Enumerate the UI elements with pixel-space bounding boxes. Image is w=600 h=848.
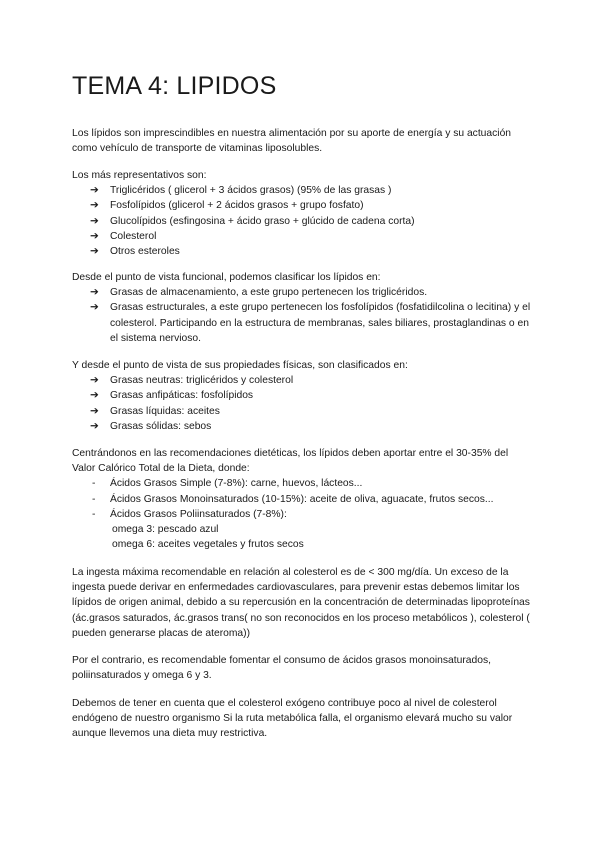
colesterol-paragraph (72, 696, 534, 742)
list-item: ➔ Grasas de almacenamiento, a este grupo pertenecen los triglicéridos. (72, 285, 534, 300)
representativos-section (72, 168, 534, 259)
list-item: ➔ Grasas sólidas: sebos (72, 419, 534, 434)
fisicas-list (72, 373, 534, 434)
list-item: ➔ Colesterol (72, 229, 534, 244)
list-item: ➔ Grasas anfipáticas: fosfolípidos (72, 388, 534, 403)
list-item: ➔ Otros esteroles (72, 244, 534, 259)
recomendaciones-heading: Centrándonos en las recomendaciones dietéticas, los lípidos deben aportar entre el 30-35% del Valor Calórico Total de la Dieta, donde: (72, 448, 509, 475)
funcional-heading: Desde el punto de vista funcional, podemos clasificar los lípidos en: (72, 272, 381, 283)
arrow-bullet-icon: ➔ (90, 375, 99, 387)
fisicas-section (72, 358, 534, 434)
list-item: ➔ Triglicéridos ( glicerol + 3 ácidos grasos) (95% de las grasas ) (72, 183, 534, 198)
list-item: ➔ Glucolípidos (esfingosina + ácido graso + glúcido de cadena corta) (72, 214, 534, 229)
list-item: - Ácidos Grasos Simple (7-8%): carne, huevos, lácteos... (72, 476, 534, 491)
ingesta-paragraph (72, 565, 534, 641)
omega3-line: omega 3: pescado azul (112, 524, 219, 536)
arrow-bullet-icon: ➔ (90, 215, 99, 227)
arrow-bullet-icon: ➔ (90, 390, 99, 402)
arrow-bullet-icon: ➔ (90, 420, 99, 432)
list-item: ➔ Grasas líquidas: aceites (72, 404, 534, 419)
contrario-text: Por el contrario, es recomendable fomentar el consumo de ácidos grasos monoinsaturados, poliinsaturados y omega 6 y 3. (72, 655, 491, 682)
arrow-bullet-icon: ➔ (90, 405, 99, 417)
fisicas-heading: Y desde el punto de vista de sus propiedades físicas, son clasificados en: (72, 360, 408, 371)
colesterol-text: Debemos de tener en cuenta que el colesterol exógeno contribuye poco al nivel de colesterol endógeno de nuestro organismo Si la ruta metabólica falla, el organismo elevará mucho su valor aunque llevemos una dieta muy restrictiva. (72, 698, 513, 740)
arrow-bullet-icon: ➔ (90, 287, 99, 299)
ingesta-text: La ingesta máxima recomendable en relación al colesterol es de < 300 mg/día. Un exceso de la ingesta puede derivar en enfermedades cardiovasculares, para prevenir estas debemos limitar los lípidos de origen animal, debido a su repercusión en la concentración de determinadas lipoproteínas (ác.grasos saturados, ác.grasos trans( no son reconocidos en los proceso metabólicos ), colesterol ( pueden generarse placas de ateroma)) (72, 567, 530, 639)
arrow-bullet-icon: ➔ (90, 200, 99, 212)
arrow-bullet-icon: ➔ (90, 302, 99, 314)
dash-bullet: - (92, 493, 96, 505)
intro-text: Los lípidos son imprescindibles en nuestra alimentación por su aporte de energía y su actuación como vehículo de transporte de vitaminas liposolubles. (72, 128, 512, 155)
recomendaciones-list (72, 476, 534, 522)
intro-paragraph (72, 126, 534, 156)
contrario-paragraph (72, 653, 534, 683)
list-item: - Ácidos Grasos Monoinsaturados (10-15%): aceite de oliva, aguacate, frutos secos... (72, 492, 534, 507)
representativos-heading: Los más representativos son: (72, 170, 207, 181)
recomendaciones-section (72, 446, 534, 552)
funcional-section (72, 270, 534, 346)
arrow-bullet-icon: ➔ (90, 185, 99, 197)
list-item: ➔ Grasas estructurales, a este grupo pertenecen los fosfolípidos (fosfatidilcolina o lecitina) y el colesterol. Participando en la estructura de membranas, sales biliares, prostaglandinas o en el sistema nervioso. (90, 302, 531, 344)
dash-bullet: - (92, 508, 96, 520)
page-title: TEMA 4: LIPIDOS (72, 72, 277, 100)
funcional-list (72, 285, 534, 346)
dash-bullet: - (92, 478, 96, 490)
arrow-bullet-icon: ➔ (90, 246, 99, 258)
omega6-line: omega 6: aceites vegetales y frutos secos (112, 539, 304, 551)
arrow-bullet-icon: ➔ (90, 230, 99, 242)
list-item: - Ácidos Grasos Poliinsaturados (7-8%): (72, 507, 534, 522)
representativos-list (72, 183, 534, 259)
list-item: ➔ Grasas neutras: triglicéridos y colesterol (72, 373, 534, 388)
list-item: ➔ Fosfolípidos (glicerol + 2 ácidos grasos + grupo fosfato) (72, 198, 534, 213)
